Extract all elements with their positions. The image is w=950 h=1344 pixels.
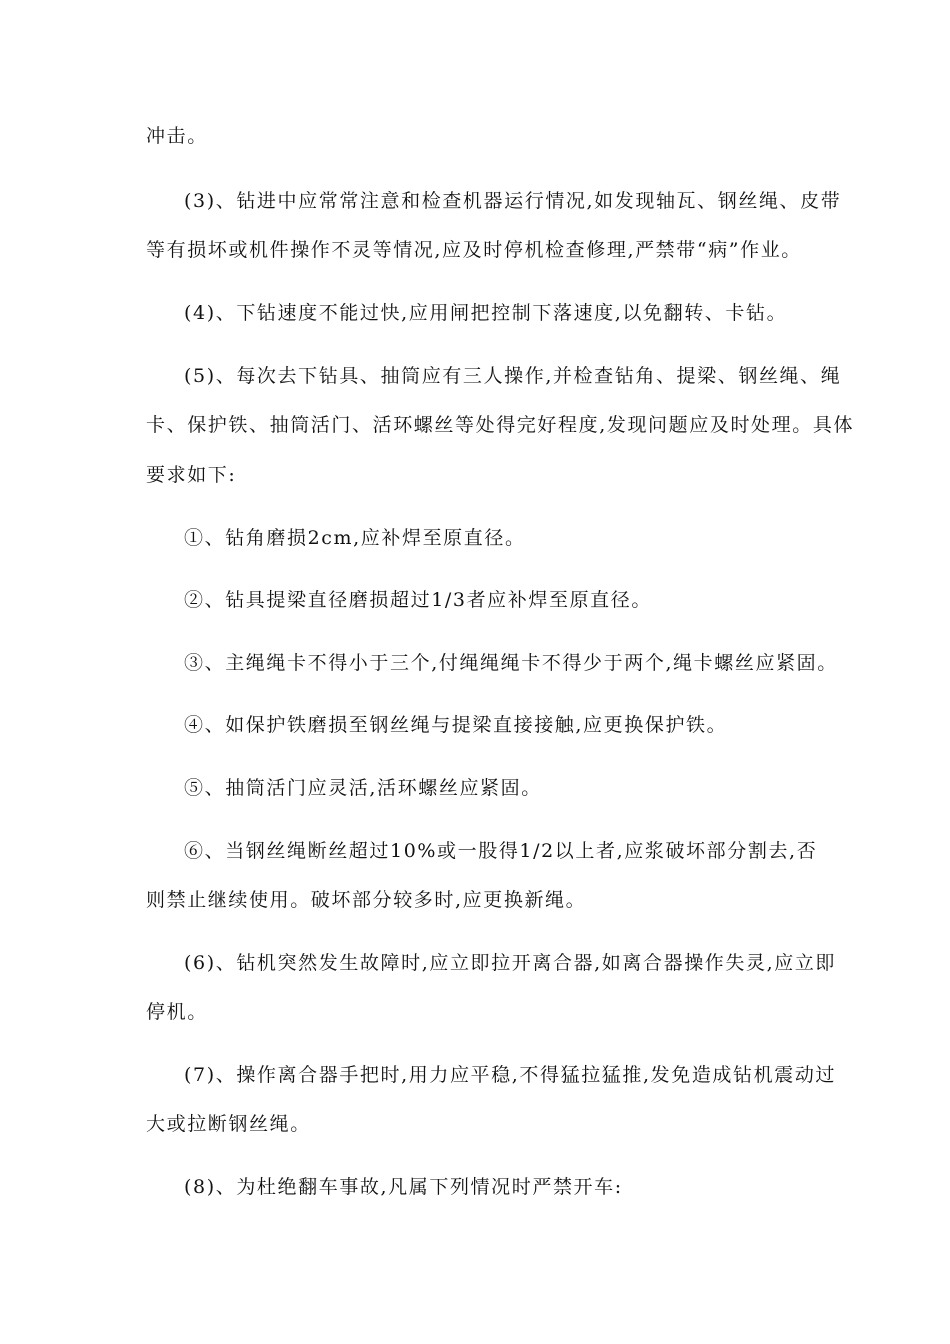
- text-line: ①、钻角磨损2cm,应补焊至原直径。: [184, 527, 526, 549]
- text-line: ④、如保护铁磨损至钢丝绳与提梁直接接触,应更换保护铁。: [184, 714, 728, 736]
- text-line: 要求如下:: [146, 464, 237, 486]
- text-line: (3)、钻进中应常常注意和检查机器运行情况,如发现轴瓦、钢丝绳、皮带: [184, 190, 842, 212]
- text-line: ②、钻具提梁直径磨损超过1/3者应补焊至原直径。: [184, 589, 652, 611]
- text-line: 停机。: [146, 1001, 208, 1023]
- text-line: ⑥、当钢丝绳断丝超过10%或一股得1/2以上者,应浆破坏部分割去,否: [184, 840, 818, 862]
- text-line: ③、主绳绳卡不得小于三个,付绳绳绳卡不得少于两个,绳卡螺丝应紧固。: [184, 652, 838, 674]
- text-line: (5)、每次去下钻具、抽筒应有三人操作,并检查钻角、提梁、钢丝绳、绳: [184, 365, 842, 387]
- text-line: 等有损坏或机件操作不灵等情况,应及时停机检查修理,严禁带“病”作业。: [146, 239, 802, 261]
- text-line: 大或拉断钢丝绳。: [146, 1113, 311, 1135]
- text-line: 则禁止继续使用。破坏部分较多时,应更换新绳。: [146, 889, 587, 911]
- text-line: (4)、下钻速度不能过快,应用闸把控制下落速度,以免翻转、卡钻。: [184, 302, 788, 324]
- text-line: ⑤、抽筒活门应灵活,活环螺丝应紧固。: [184, 777, 542, 799]
- text-line: (8)、为杜绝翻车事故,凡属下列情况时严禁开车:: [184, 1176, 623, 1198]
- text-line: (7)、操作离合器手把时,用力应平稳,不得猛拉猛推,发免造成钻机震动过: [184, 1064, 837, 1086]
- text-line: 卡、保护铁、抽筒活门、活环螺丝等处得完好程度,发现问题应及时处理。具体: [146, 414, 855, 436]
- text-line: (6)、钻机突然发生故障时,应立即拉开离合器,如离合器操作失灵,应立即: [184, 952, 837, 974]
- text-line: 冲击。: [146, 125, 208, 147]
